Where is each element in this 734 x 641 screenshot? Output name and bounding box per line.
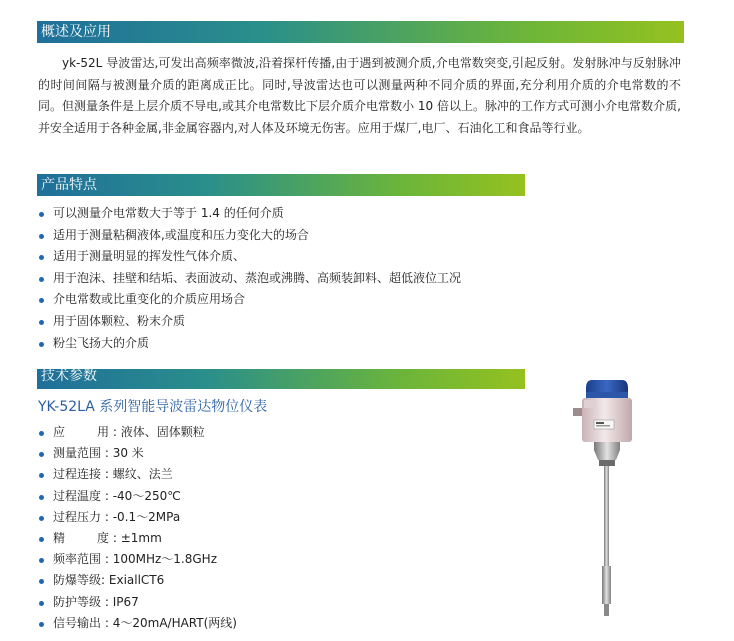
spec-separator: :	[104, 594, 109, 609]
spec-separator: :	[101, 573, 106, 588]
spec-value: ±1mm	[120, 530, 162, 545]
spec-separator: :	[104, 467, 109, 482]
spec-label: 过程连接	[53, 467, 102, 482]
spec-separator: :	[112, 425, 117, 439]
spec-label: 频率范围	[53, 552, 102, 567]
feature-item: 适用于测量明显的挥发性气体介质、	[38, 246, 461, 268]
feature-item: 粉尘飞扬大的介质	[38, 333, 461, 355]
spec-row	[38, 592, 237, 613]
spec-row	[38, 443, 237, 464]
spec-value: IP67	[112, 594, 139, 609]
spec-label: 精度	[53, 530, 109, 545]
spec-value: 液体、固体颗粒	[120, 425, 205, 439]
spec-value: -0.1～2MPa	[112, 509, 181, 524]
spec-row	[38, 464, 237, 485]
spec-row	[38, 486, 237, 507]
spec-separator: :	[104, 509, 109, 524]
features-section-header: 产品特点	[37, 174, 525, 196]
feature-item: 介电常数或比重变化的介质应用场合	[38, 289, 461, 311]
spec-row	[38, 422, 237, 443]
spec-row	[38, 507, 237, 528]
spec-label: 过程压力	[53, 509, 102, 524]
spec-separator: :	[104, 552, 109, 567]
feature-item: 用于固体颗粒、粉末介质	[38, 311, 461, 333]
overview-text: yk-52L 导波雷达,可发出高频率微波,沿着探杆传播,由于遇到被测介质,介电常数突变,引起反射。发射脉冲与反射脉冲的时间间隔与被测量介质的距离成正比。同时,导波雷达也可以测量两种不同介质的界面,充分利用介质的介电常数的不同。但测量条件是上层介质不导电,或其介电常数比下层介质介电常数小 10 倍以上。脉冲的工作方式可测小介电常数介质,并安全适用于各种金属,非金属容器内,对人体及环境无伤害。应用于煤厂,电厂、石油化工和食品等行业。	[38, 56, 681, 135]
spec-separator: :	[112, 530, 117, 545]
spec-value: 4～20mA/HART(两线)	[112, 615, 237, 630]
spec-row	[38, 570, 237, 591]
feature-item: 可以测量介电常数大于等于 1.4 的任何介质	[38, 203, 461, 225]
specs-list	[38, 422, 237, 634]
spec-row	[38, 528, 237, 549]
spec-label: 信号输出	[53, 615, 102, 630]
spec-separator: :	[104, 615, 109, 630]
overview-paragraph	[38, 53, 681, 139]
overview-section-header: 概述及应用	[37, 21, 684, 43]
specs-section-header: 技术参数	[37, 369, 525, 389]
spec-label: 防护等级	[53, 594, 102, 609]
spec-separator: :	[104, 488, 109, 503]
spec-value: 100MHz～1.8GHz	[112, 552, 218, 567]
spec-label: 防爆等级	[53, 573, 102, 588]
spec-value: 30 米	[112, 446, 144, 461]
spec-label: 过程温度	[53, 488, 102, 503]
radar-level-gauge-image	[568, 376, 648, 628]
features-list	[38, 203, 461, 354]
spec-separator: :	[104, 446, 109, 461]
feature-item: 适用于测量粘稠液体,或温度和压力变化大的场合	[38, 225, 461, 247]
spec-row	[38, 549, 237, 570]
product-title: YK-52LA 系列智能导波雷达物位仪表	[38, 399, 268, 415]
spec-value: 螺纹、法兰	[112, 467, 173, 482]
spec-value: -40～250℃	[112, 488, 181, 503]
spec-label: 测量范围	[53, 446, 102, 461]
feature-item: 用于泡沫、挂壁和结垢、表面波动、蒸泡或沸腾、高频装卸料、超低液位工况	[38, 268, 461, 290]
spec-label: 应用	[53, 425, 109, 439]
spec-value: ExiallCT6	[108, 573, 165, 588]
spec-row	[38, 613, 237, 634]
